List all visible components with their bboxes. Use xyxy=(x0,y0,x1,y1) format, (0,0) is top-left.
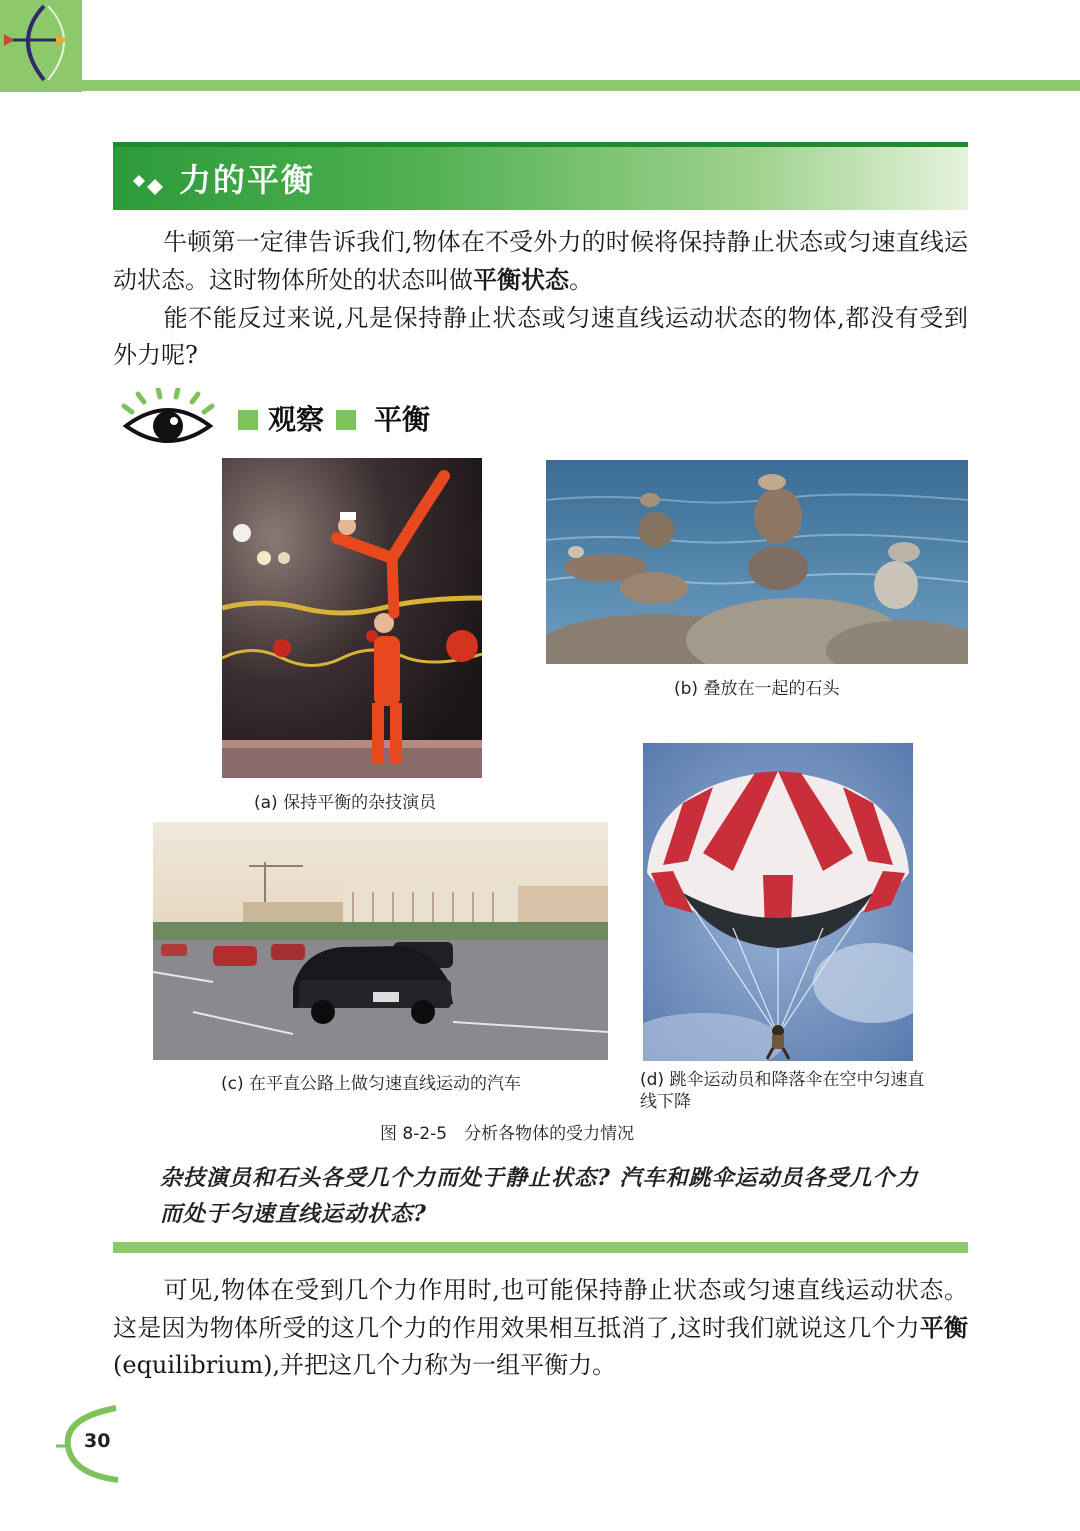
intro-paragraph xyxy=(113,224,968,299)
paragraph-text: 能不能反过来说,凡是保持静止状态或匀速直线运动状态的物体,都没有受到外力呢? xyxy=(113,304,968,369)
header-rule xyxy=(82,80,1080,91)
bullet-square xyxy=(238,410,258,430)
page-number: 30 xyxy=(84,1430,111,1452)
bold-term: 平衡状态 xyxy=(473,265,569,294)
header-logo xyxy=(0,0,82,92)
observe-topic: 平衡 xyxy=(374,403,431,436)
paragraph-text: (equilibrium),并把这几个力称为一组平衡力。 xyxy=(113,1351,617,1379)
section-title: 力的平衡 xyxy=(179,161,316,199)
observe-label: 观察 xyxy=(268,403,325,436)
conclusion-paragraph xyxy=(113,1272,968,1384)
section-banner xyxy=(113,142,968,210)
car-photo xyxy=(153,822,608,1060)
paragraph-text: 。 xyxy=(569,266,593,294)
figure-caption-c: (c) 在平直公路上做匀速直线运动的汽车 xyxy=(221,1074,522,1094)
figure-caption-d: (d) 跳伞运动员和降落伞在空中匀速直线下降 xyxy=(640,1070,925,1112)
stacked-stones-photo xyxy=(546,460,968,664)
discussion-question: 杂技演员和石头各受几个力而处于静止状态? 汽车和跳伞运动员各受几个力而处于匀速直线运动状态? xyxy=(160,1165,919,1227)
figure-caption-b: (b) 叠放在一起的石头 xyxy=(674,679,840,699)
acrobat-photo xyxy=(222,458,482,778)
parachute-photo xyxy=(643,743,913,1061)
eye-icon xyxy=(118,388,228,452)
page-header xyxy=(0,0,1080,92)
section-divider xyxy=(113,1242,968,1253)
figure-caption-a: (a) 保持平衡的杂技演员 xyxy=(254,793,437,813)
page-number-badge xyxy=(56,1404,122,1484)
bold-term: 平衡 xyxy=(919,1313,968,1342)
paragraph-text: 可见,物体在受到几个力作用时,也可能保持静止状态或匀速直线运动状态。这是因为物体所受的这几个力的作用效果相互抵消了,这时我们就说这几个力 xyxy=(113,1276,968,1342)
question-paragraph xyxy=(113,300,968,374)
figure-caption: 图 8-2-5 分析各物体的受力情况 xyxy=(380,1124,635,1144)
diamond-bullet-icon xyxy=(131,169,171,199)
bullet-square xyxy=(336,410,356,430)
observe-heading xyxy=(118,388,478,452)
bow-and-arrow-icon xyxy=(0,0,82,92)
paragraph-text: 牛顿第一定律告诉我们,物体在不受外力的时候将保持静止状态或匀速直线运动状态。这时物体所处的状态叫做 xyxy=(113,228,968,294)
